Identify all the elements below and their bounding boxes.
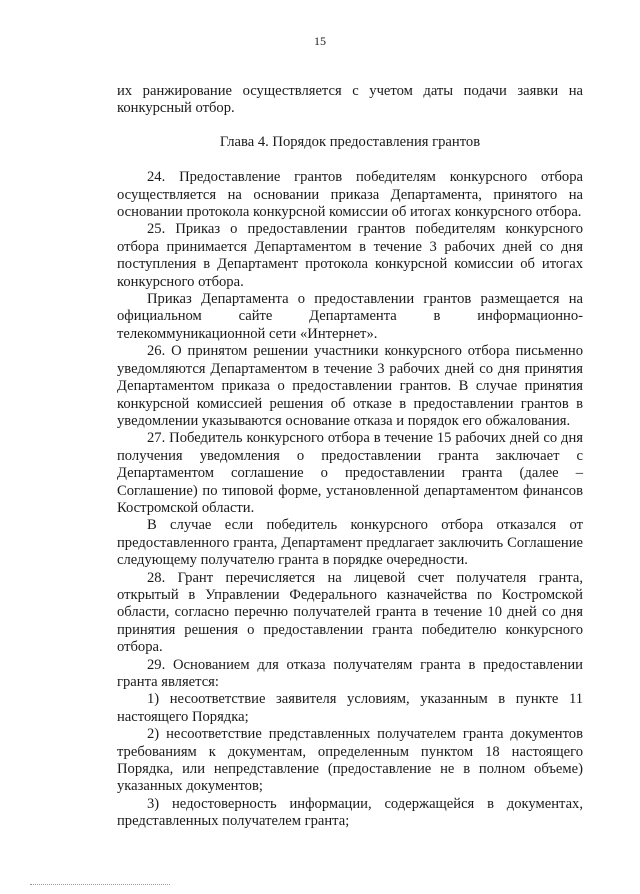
list-item-2: 2) несоответствие представленных получателем гранта документов требованиям к документам, определенным пунктом 18 настоящего Порядка, или непредставление (предоставление не в полном объеме) указанных документов; [117,726,583,795]
list-item-3: 3) недостоверность информации, содержащейся в документах, представленных получателем гранта; [117,795,583,830]
document-body [117,83,583,831]
scan-footer-mark [30,884,170,886]
paragraph-27: 27. Победитель конкурсного отбора в течение 15 рабочих дней со дня получения уведомления о предоставлении гранта заключает с Департаментом соглашение о предоставлении гранта (далее – Соглашение) по типовой форме, установленной департаментом финансов Костромской области. [117,430,583,516]
paragraph-continuation: их ранжирование осуществляется с учетом даты подачи заявки на конкурсный отбор. [117,83,583,117]
page-number: 15 [314,34,326,48]
paragraph-27-refusal: В случае если победитель конкурсного отбора отказался от предоставленного гранта, Департамент предлагает заключить Соглашение следующему получателю гранта в порядке очередности. [117,517,583,569]
paragraph-28: 28. Грант перечисляется на лицевой счет получателя гранта, открытый в Управлении Федерального казначейства по Костромской области, согласно перечню получателей грантa в течение 10 дней со дня принятия решения о предоставлении гранта победителю конкурсного отбора. [117,569,583,656]
chapter-heading: Глава 4. Порядок предоставления грантов [219,133,481,150]
paragraph-25: 25. Приказ о предоставлении грантов победителям конкурсного отбора принимается Департаментом в течение 3 рабочих дней со дня поступления в Департамент протокола конкурсной комиссии об итогах конкурсного отбора. [117,221,583,290]
paragraph-24: 24. Предоставление грантов победителям конкурсного отбора осуществляется на основании приказа Департамента, принятого на основании протокола конкурсной комиссии об итогах конкурсного отбора. [117,169,583,221]
paragraph-26: 26. О принятом решении участники конкурсного отбора письменно уведомляются Департаментом в течение 3 рабочих дней со дня принятия Департаментом приказа о предоставлении грантов. В случае принятия конкурсной комиссией решения об отказе в предоставлении грантов в уведомлении указываются основание отказа и порядок его обжалования. [117,343,583,429]
paragraph-25-publication: Приказ Департамента о предоставлении грантов размещается на официальном сайте Департамента в информационно-телекоммуникационной сети «Интернет». [117,291,583,342]
paragraph-29: 29. Основанием для отказа получателям гранта в предоставлении гранта является: [117,656,583,690]
list-item-1: 1) несоответствие заявителя условиям, указанным в пункте 11 настоящего Порядка; [117,691,583,725]
